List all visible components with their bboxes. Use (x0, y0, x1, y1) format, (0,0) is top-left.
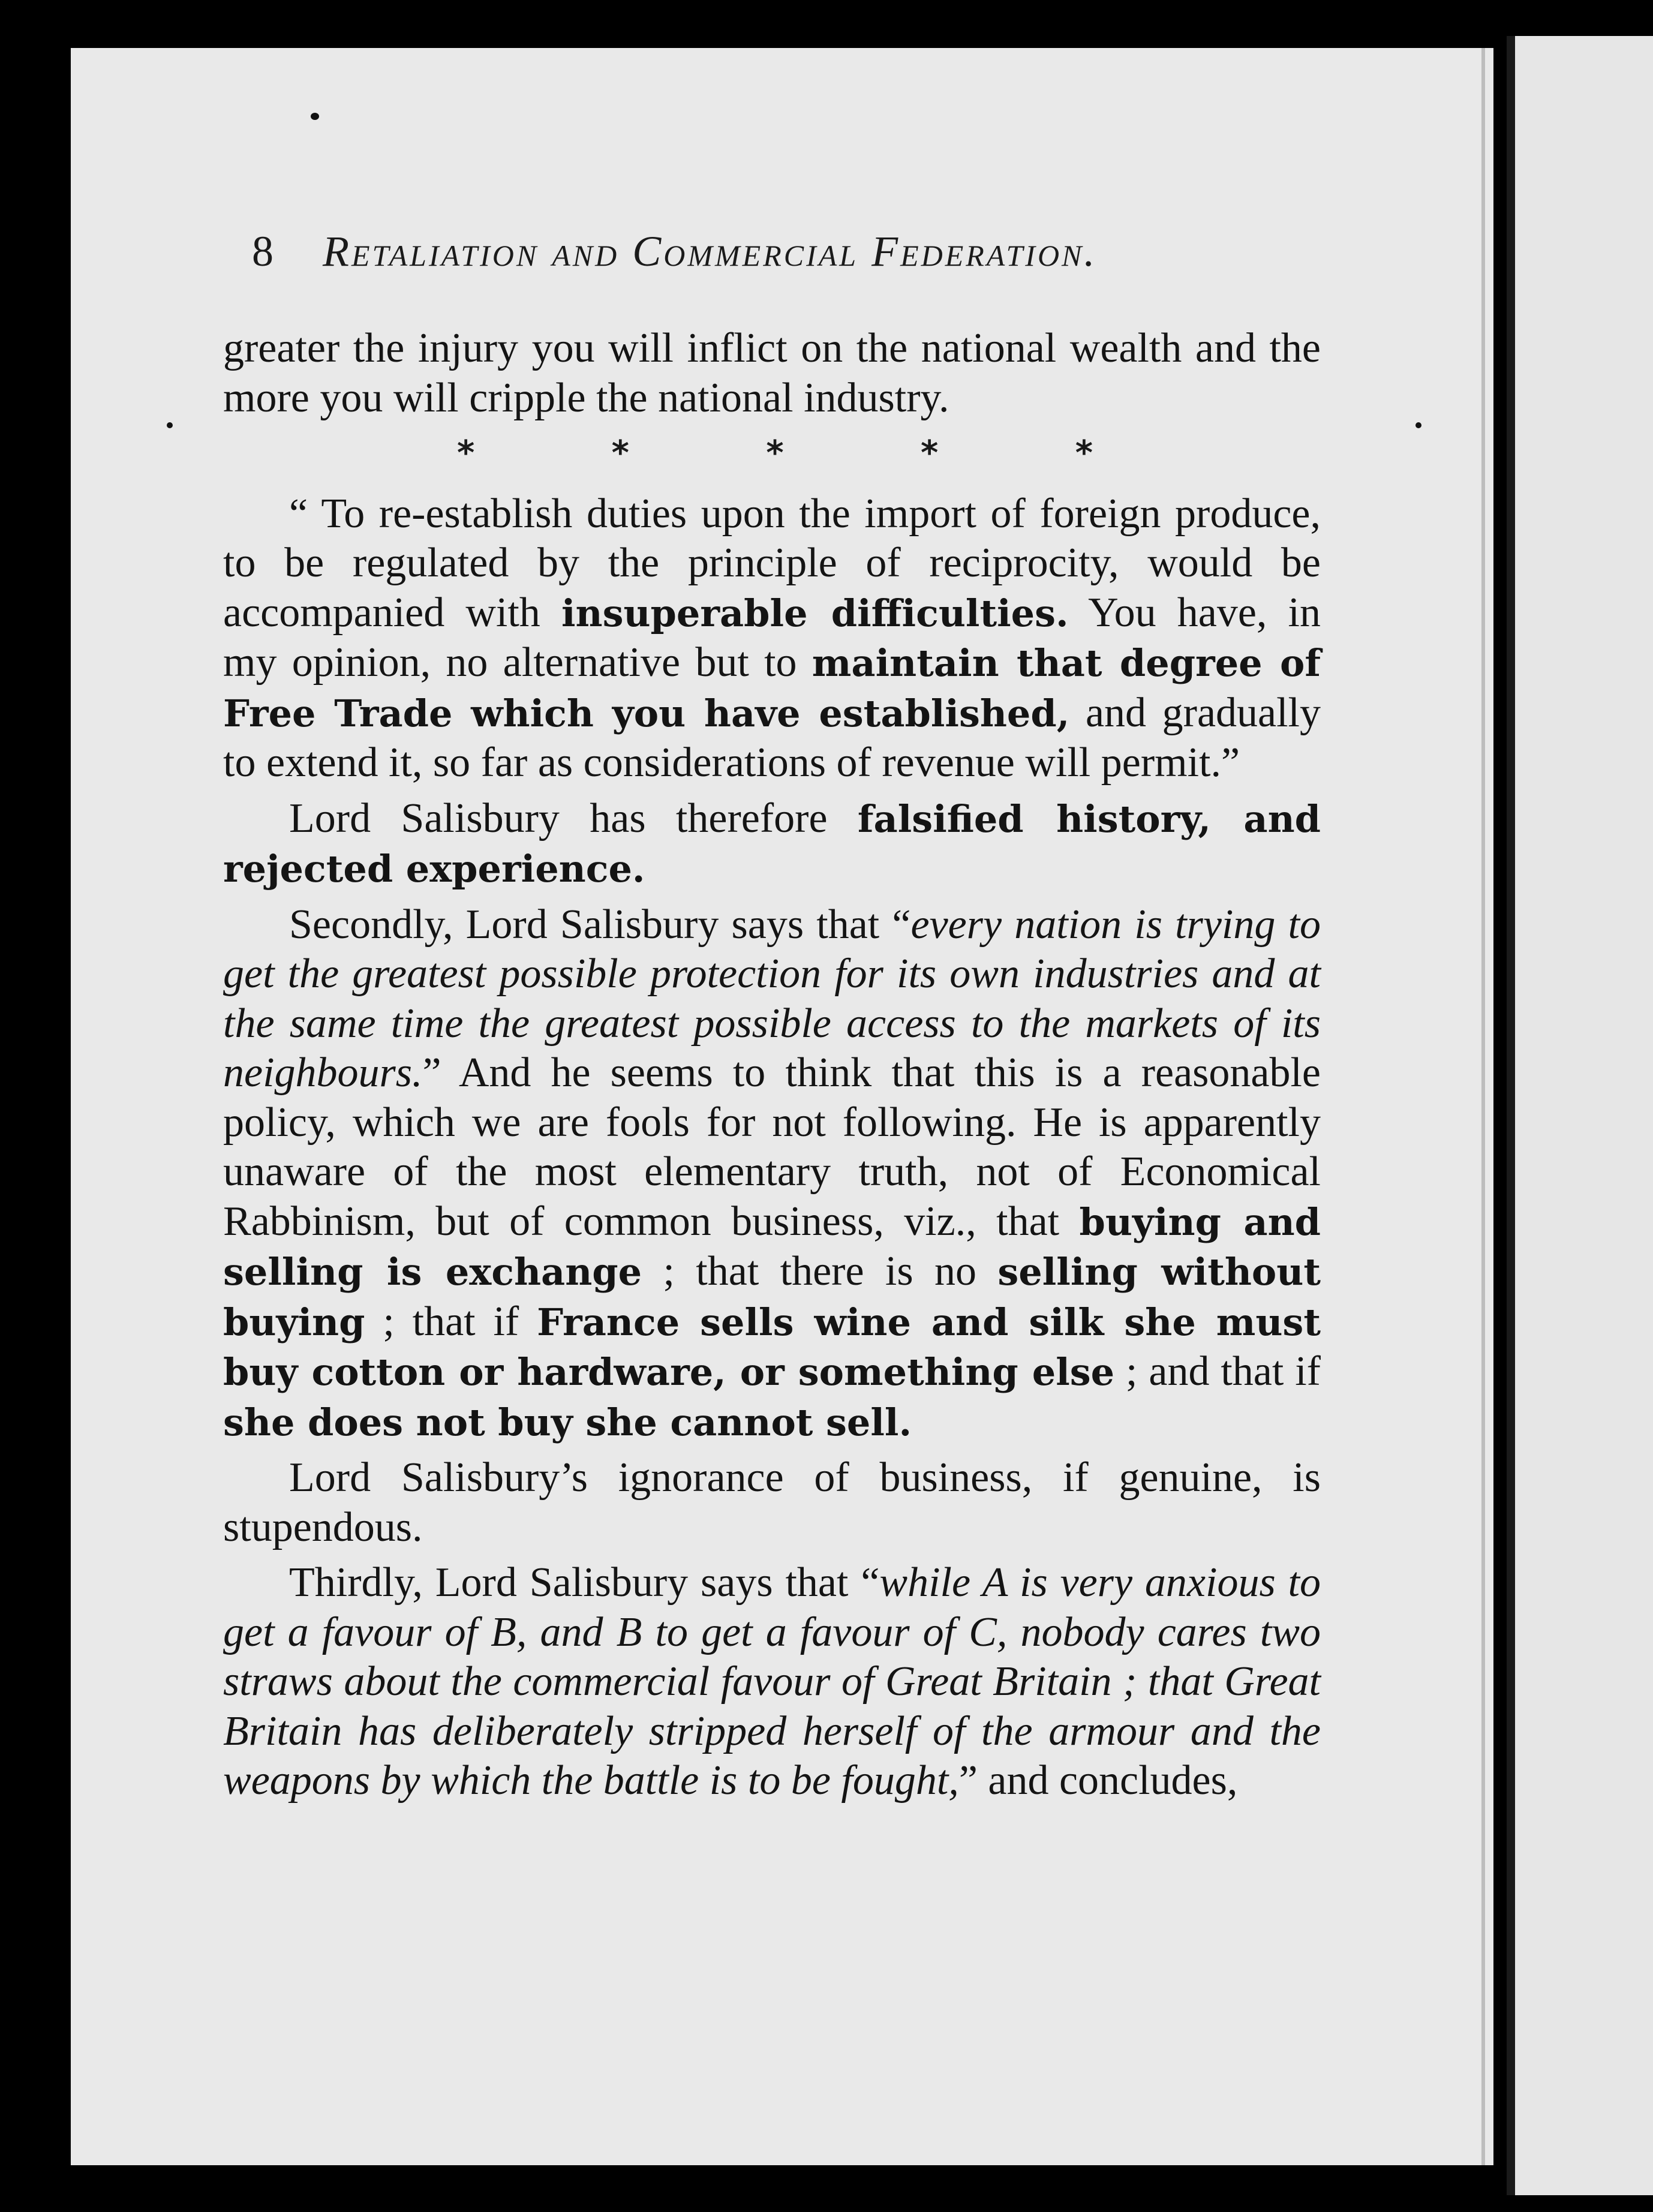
paragraph-3 (223, 794, 1321, 894)
paragraph-1: greater the injury you will inflict on the national wealth and the more you will cripple the national industry. (223, 325, 1321, 421)
quote-text: and gradually to extend it, so far as considerations of revenue will permit.” (223, 689, 1321, 786)
page-number: 8 (252, 227, 276, 275)
italic-quote: every nation is trying to get the greatest possible protection for its own industries and at the same time the greatest possible access to the markets of its neighbours. (223, 901, 1321, 1096)
star: * (1075, 434, 1093, 473)
quote-text: “ To re-establish duties upon the import of foreign produce, to be regulated by the principle of reciprocity, would be accompanied with (223, 490, 1321, 636)
running-header (252, 227, 1284, 293)
star: * (611, 434, 629, 473)
running-title: Retaliation and Commercial Federation. (323, 227, 1098, 275)
page-edge-shadow (1481, 48, 1485, 2165)
text-run: ” And he seems to think that this is a reasonable policy, which we are fools for not following. He is apparently unaware of the most elementary truth, not of Economical Rabbinism, but of common business, viz., that (223, 1050, 1321, 1245)
quote-emphasis: maintain that degree of Free Trade which you have established, (223, 641, 1321, 735)
emphasis-run: buying and selling is exchange (223, 1200, 1321, 1294)
text-run: Secondly, Lord Salisbury says that “ (289, 901, 911, 948)
quote-text: You have, in my opinion, no alternative but to (223, 589, 1321, 686)
ink-speck (1415, 422, 1421, 428)
emphasis-run: selling without buying (223, 1250, 1321, 1344)
paragraph-6 (223, 1558, 1321, 1806)
ink-speck (311, 113, 319, 120)
paragraph-5: Lord Salisbury’s ignorance of business, if genuine, is stupendous. (223, 1454, 1321, 1550)
ink-speck (167, 422, 173, 428)
text-run: ” and concludes, (958, 1757, 1238, 1804)
text-run: Thirdly, Lord Salisbury says that “ (289, 1559, 880, 1606)
italic-quote: while A is very anxious to get a favour of B, and B to get a favour of C, nobody cares two straws about the commercial favour of Great Britain ; that Great Britain has deliberately stripped herself of the armour and the weapons by which the battle is to be fought, (223, 1559, 1321, 1804)
paragraph-4 (223, 900, 1321, 1448)
emphasis-run: falsified history, and rejected experience. (223, 797, 1321, 891)
paragraph-quote (223, 489, 1321, 788)
section-break (457, 429, 1093, 479)
star: * (766, 434, 784, 473)
adjacent-page-edge (1507, 36, 1653, 2195)
text-run: Lord Salisbury has therefore (289, 795, 858, 841)
text-run: ; and that if (1114, 1348, 1321, 1394)
star: * (457, 434, 475, 473)
text-run: ; that there is no (642, 1248, 998, 1294)
emphasis-run: France sells wine and silk she must buy cotton or hardware, or something else (223, 1300, 1321, 1394)
emphasis-run: she does not buy she cannot sell. (223, 1400, 912, 1444)
quote-emphasis: insuperable difficulties. (561, 591, 1069, 635)
text-run: ; that if (365, 1298, 537, 1345)
body-text (223, 324, 1321, 1812)
star: * (921, 434, 939, 473)
